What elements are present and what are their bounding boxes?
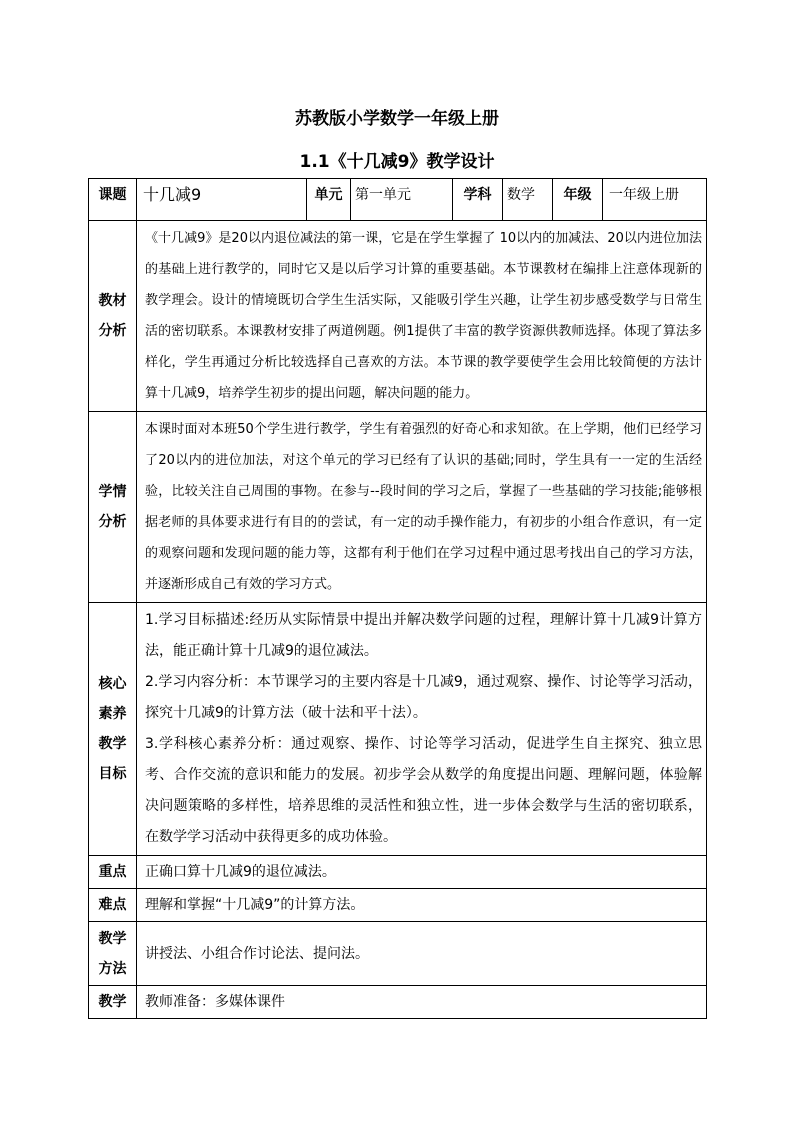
difficult-point-label: 难点 (89, 889, 137, 922)
subject-value: 数学 (503, 179, 553, 221)
student-analysis-label: 学情 分析 (89, 412, 137, 603)
teaching-method-text: 讲授法、小组合作讨论法、提问法。 (137, 922, 707, 986)
material-analysis-text: 《十几减9》是20以内退位减法的第一课，它是在学生掌握了 10以内的加减法、20以内进位加法的基础上进行教学的，同时它又是以后学习计算的重要基础。本节课教材在编排上注意体现新的教学理会。设计的情境既切合学生生活实际，又能吸引学生兴趣，让学生初步感受数学与日常生活的密切联系。本课教材安排了两道例题。例1提供了丰富的教学资源供教师选择。体现了算法多样化，学生再通过分析比较选择自己喜欢的方法。本节课的教学要使学生会用比较简便的方法计算十几减9，培养学生初步的提出问题，解决问题的能力。 (137, 221, 707, 412)
header-row (89, 179, 707, 221)
key-point-label: 重点 (89, 856, 137, 889)
objective-item: 2.学习内容分析：本节课学习的主要内容是十几减9，通过观察、操作、讨论等学习活动，探究十几减9的计算方法（破十法和平十法）。 (145, 674, 702, 721)
teaching-prep-row (89, 986, 707, 1019)
grade-value: 一年级上册 (603, 179, 707, 221)
document-subtitle: 1.1《十几减9》教学设计 (299, 152, 495, 172)
objective-item: 3.学科核心素养分析：通过观察、操作、讨论等学习活动，促进学生自主探究、独立思考、合作交流的意识和能力的发展。初步学会从数学的角度提出问题、理解问题，体验解决问题策略的多样性，培养思维的灵活性和独立性，进一步体会数学与生活的密切联系，在数学学习活动中获得更多的成功体验。 (145, 736, 702, 845)
key-point-row (89, 856, 707, 889)
subject-label: 学科 (453, 179, 503, 221)
objective-item: 1.学习目标描述:经历从实际情景中提出并解决数学问题的过程，理解计算十几减9计算方法，能正确计算十几减9的退位减法。 (145, 612, 702, 659)
teaching-prep-label: 教学 (89, 986, 137, 1019)
core-objectives-row (89, 603, 707, 856)
topic-label: 课题 (89, 179, 137, 221)
difficult-point-row (89, 889, 707, 922)
core-objectives-text (137, 603, 707, 856)
difficult-point-text: 理解和掌握“十几减9”的计算方法。 (137, 889, 707, 922)
unit-label: 单元 (307, 179, 351, 221)
material-analysis-label: 教材 分析 (89, 221, 137, 412)
core-objectives-label: 核心 素养 教学 目标 (89, 603, 137, 856)
unit-value: 第一单元 (351, 179, 453, 221)
teaching-method-row (89, 922, 707, 986)
student-analysis-text: 本课时面对本班50个学生进行教学，学生有着强烈的好奇心和求知欲。在上学期，他们已经学习了20以内的进位加法，对这个单元的学习已经有了认识的基础;同时，学生具有一一定的生活经验，比较关注自己周围的事物。在参与--段时间的学习之后，掌握了一些基础的学习技能;能够根据老师的具体要求进行有目的的尝试，有一定的动手操作能力，有初步的小组合作意识，有一定的观察问题和发现问题的能力等，这都有利于他们在学习过程中通过思考找出自己的学习方法，并逐渐形成自己有效的学习方式。 (137, 412, 707, 603)
key-point-text: 正确口算十几减9的退位减法。 (137, 856, 707, 889)
material-analysis-row (89, 221, 707, 412)
student-analysis-row (89, 412, 707, 603)
topic-value: 十几减9 (137, 179, 307, 221)
lesson-plan-table (88, 178, 707, 1019)
teaching-prep-text: 教师准备：多媒体课件 (137, 986, 707, 1019)
document-title: 苏教版小学数学一年级上册 (295, 109, 499, 129)
grade-label: 年级 (553, 179, 603, 221)
teaching-method-label: 教学 方法 (89, 922, 137, 986)
